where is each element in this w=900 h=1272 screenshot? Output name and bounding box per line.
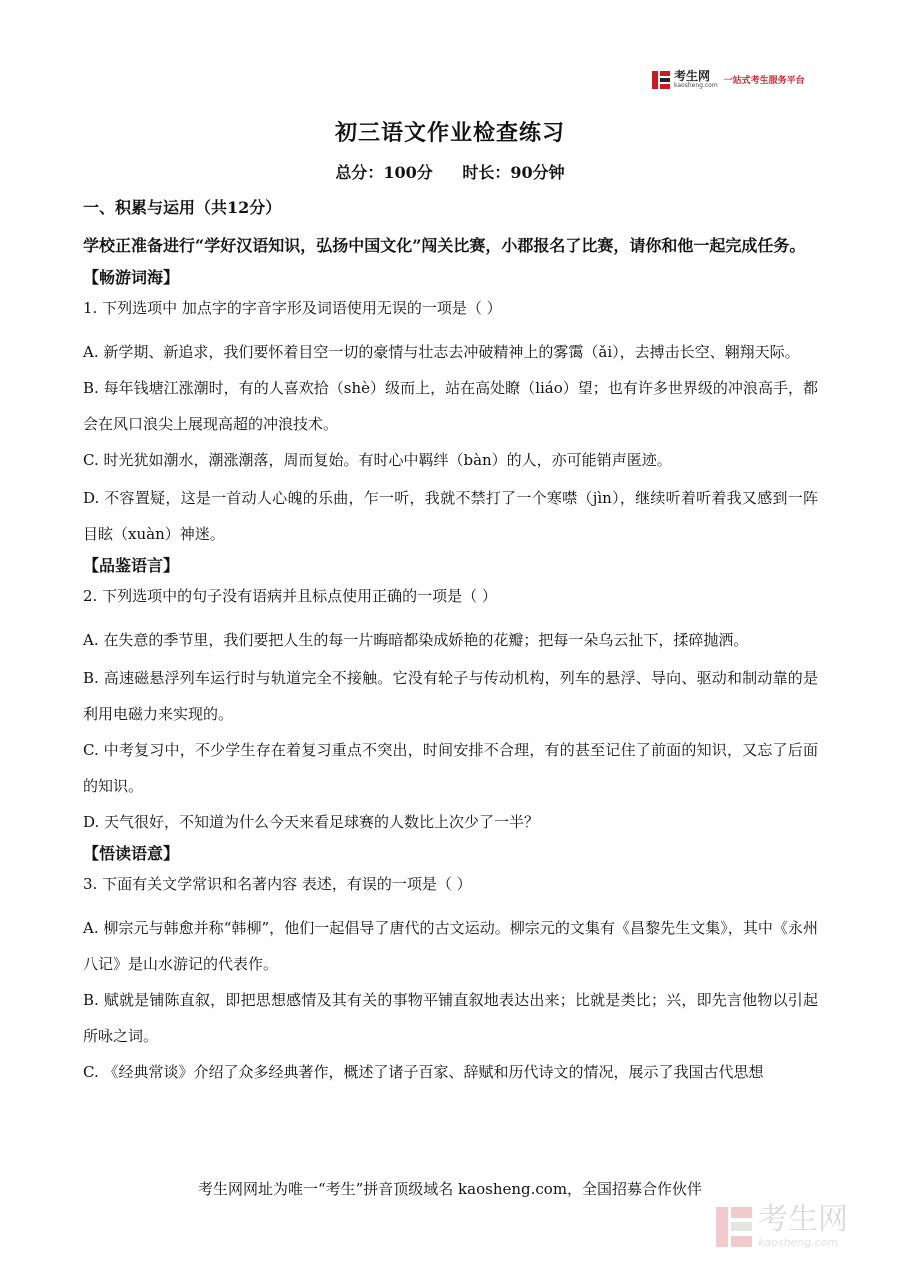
question-3-option-c: C. 《经典常谈》介绍了众多经典著作，概述了诸子百家、辞赋和历代诗文的情况，展示了我国古代思想 xyxy=(83,1063,764,1081)
question-1-option-d: D. 不容置疑，这是一首动人心魄的乐曲，乍一听，我就不禁打了一个寒噤（jìn），继续听着听着我又感到一阵目眩（xuàn）神迷。 xyxy=(83,489,818,543)
watermark-name: 考生网 xyxy=(758,1202,848,1237)
page-title: 初三语文作业检查练习 xyxy=(334,120,565,146)
header-logo xyxy=(652,70,805,89)
page-footer: 考生网网址为唯一“考生”拼音顶级域名 kaosheng.com，全国招募合作伙伴 xyxy=(197,1180,703,1198)
question-3-option-b: B. 赋就是铺陈直叙，即把思想感情及其有关的事物平铺直叙地表达出来；比就是类比；兴，即先言他物以引起所咏之词。 xyxy=(83,991,818,1045)
question-1-option-c: C. 时光犹如潮水，潮涨潮落，周而复始。有时心中羁绊（bàn）的人，亦可能销声匿迹。 xyxy=(83,451,672,469)
question-2-option-d: D. 天气很好，不知道为什么今天来看足球赛的人数比上次少了一半？ xyxy=(83,813,540,831)
duration: 时长：90分钟 xyxy=(462,163,565,182)
watermark xyxy=(716,1204,848,1249)
question-2-option-b: B. 高速磁悬浮列车运行时与轨道完全不接触。它没有轮子与传动机构，列车的悬浮、导向、驱动和制动靠的是利用电磁力来实现的。 xyxy=(83,669,818,723)
question-1: 1. 下列选项中 加点字的字音字形及词语使用无误的一项是（ ） xyxy=(83,299,502,317)
part-heading-1: 【畅游词海】 xyxy=(83,268,180,287)
watermark-logo-icon xyxy=(716,1207,752,1247)
part-heading-2: 【品鉴语言】 xyxy=(83,556,180,575)
question-2-option-a: A. 在失意的季节里，我们要把人生的每一片晦暗都染成娇艳的花瓣；把每一朵乌云扯下，揉碎抛洒。 xyxy=(83,631,749,649)
question-3-option-a: A. 柳宗元与韩愈并称“韩柳”，他们一起倡导了唐代的古文运动。柳宗元的文集有《昌黎先生文集》，其中《永州八记》是山水游记的代表作。 xyxy=(83,919,818,973)
question-2-option-c: C. 中考复习中，不少学生存在着复习重点不突出，时间安排不合理，有的甚至记住了前面的知识，又忘了后面的知识。 xyxy=(83,741,818,795)
section-intro: 学校正准备进行“学好汉语知识，弘扬中国文化”闯关比赛，小郡报名了比赛，请你和他一起完成任务。 xyxy=(83,236,806,255)
logo-url: kaosheng.com xyxy=(674,82,718,89)
logo-slogan: 一站式考生服务平台 xyxy=(723,76,805,86)
document-body xyxy=(83,198,818,1090)
logo-icon xyxy=(652,71,670,89)
section-heading: 一、积累与运用（共12分） xyxy=(83,198,282,217)
question-1-option-a: A. 新学期、新追求，我们要怀着目空一切的豪情与壮志去冲破精神上的雾霭（ǎi），去搏击长空、翱翔天际。 xyxy=(83,343,800,361)
question-3: 3. 下面有关文学常识和名著内容 表述，有误的一项是（ ） xyxy=(83,875,472,893)
question-1-option-b: B. 每年钱塘江涨潮时，有的人喜欢拾（shè）级而上，站在高处瞭（liáo）望；也有许多世界级的冲浪高手，都会在风口浪尖上展现高超的冲浪技术。 xyxy=(83,379,818,433)
question-2: 2. 下列选项中的句子没有语病并且标点使用正确的一项是（ ） xyxy=(83,587,497,605)
logo-name: 考生网 xyxy=(674,69,711,83)
watermark-url: kaosheng.com xyxy=(758,1236,839,1249)
part-heading-3: 【悟读语意】 xyxy=(83,844,180,863)
total-score: 总分：100分 xyxy=(335,163,433,182)
exam-meta xyxy=(0,160,900,183)
